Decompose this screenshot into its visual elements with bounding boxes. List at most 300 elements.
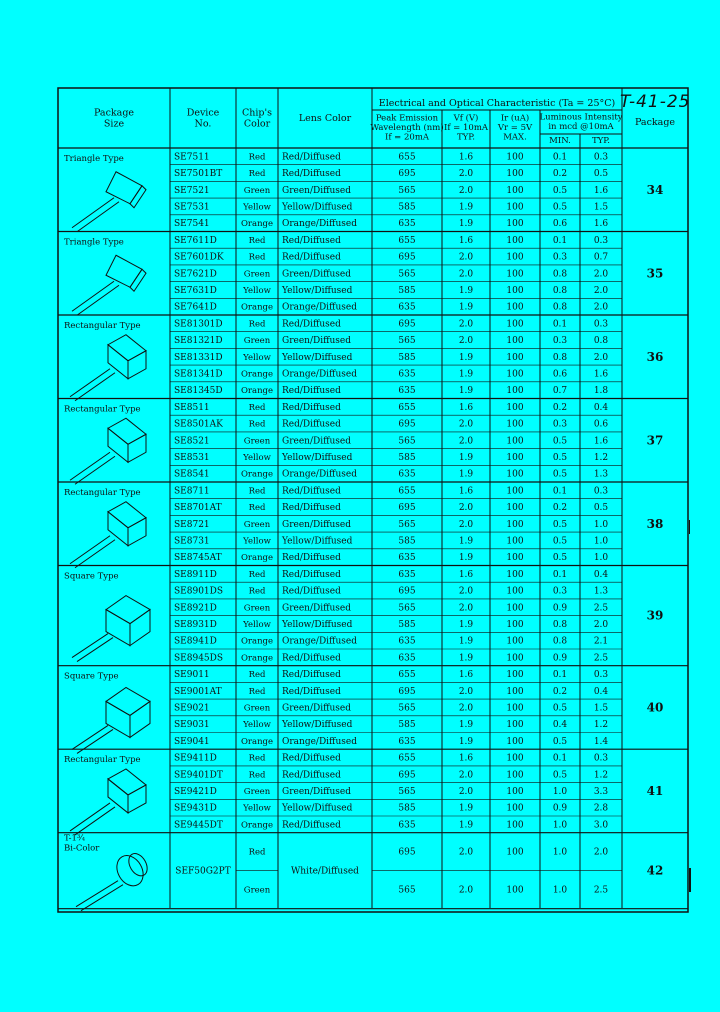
luminous-min: 1.0 xyxy=(552,885,568,896)
luminous-typ: 1.3 xyxy=(593,586,609,597)
luminous-min: 0.6 xyxy=(552,218,568,229)
reverse-current: 100 xyxy=(506,719,524,730)
led-body-outline xyxy=(108,779,128,813)
luminous-typ: 0.4 xyxy=(593,686,609,697)
lens-color: Red/Diffused xyxy=(282,168,341,179)
lead-wire xyxy=(75,456,115,484)
device-no: SE9041 xyxy=(174,736,210,747)
luminous-min: 0.1 xyxy=(552,151,568,162)
reverse-current: 100 xyxy=(506,385,524,396)
lens-color: Yellow/Diffused xyxy=(282,803,353,814)
led-body-outline xyxy=(106,172,142,204)
reverse-current: 100 xyxy=(506,519,524,530)
header-typ: TYP. xyxy=(592,135,610,146)
forward-voltage: 1.9 xyxy=(458,368,474,379)
reverse-current: 100 xyxy=(506,151,524,162)
luminous-min: 0.5 xyxy=(552,769,568,780)
forward-voltage: 1.9 xyxy=(458,719,474,730)
peak-wavelength: 695 xyxy=(398,252,416,263)
device-no: SE8911D xyxy=(174,569,217,580)
luminous-min: 0.5 xyxy=(552,519,568,530)
device-no: SE81321D xyxy=(174,335,223,346)
forward-voltage: 1.9 xyxy=(458,535,474,546)
chip-color: Yellow xyxy=(243,285,271,296)
lead-wire xyxy=(72,281,114,311)
lead-wire xyxy=(72,634,108,658)
device-no: SE7531 xyxy=(174,201,210,212)
device-no: SE7611D xyxy=(174,235,217,246)
peak-wavelength: 695 xyxy=(398,318,416,329)
reverse-current: 100 xyxy=(506,702,524,713)
lens-color: Red/Diffused xyxy=(282,652,341,663)
device-no: SE9431D xyxy=(174,803,217,814)
lead-wire xyxy=(70,536,110,564)
luminous-typ: 1.0 xyxy=(593,519,609,530)
chip-color: Green xyxy=(243,702,271,713)
peak-wavelength: 635 xyxy=(398,368,416,379)
luminous-typ: 0.5 xyxy=(593,502,609,513)
luminous-typ: 2.1 xyxy=(593,636,609,647)
device-no: SE8701AT xyxy=(174,502,222,513)
device-no: SE7621D xyxy=(174,268,217,279)
package-number: 36 xyxy=(646,349,664,364)
lens-color: Yellow/Diffused xyxy=(282,719,353,730)
forward-voltage: 1.6 xyxy=(458,485,474,496)
device-no: SE7641D xyxy=(174,302,217,313)
luminous-min: 0.5 xyxy=(552,552,568,563)
luminous-typ: 1.6 xyxy=(593,185,609,196)
led-body-outline xyxy=(130,610,150,646)
chip-color: Orange xyxy=(240,652,274,663)
chip-color: Red xyxy=(248,502,266,513)
device-no: SE8541 xyxy=(174,469,210,480)
luminous-typ: 1.2 xyxy=(593,452,609,463)
luminous-min: 0.1 xyxy=(552,669,568,680)
luminous-typ: 0.3 xyxy=(593,753,609,764)
luminous-typ: 1.0 xyxy=(593,535,609,546)
luminous-min: 0.2 xyxy=(552,686,568,697)
forward-voltage: 1.9 xyxy=(458,352,474,363)
peak-wavelength: 565 xyxy=(398,435,416,446)
forward-voltage: 1.6 xyxy=(458,235,474,246)
chip-color: Yellow xyxy=(243,535,271,546)
chip-color: Green xyxy=(243,335,271,346)
reverse-current: 100 xyxy=(506,218,524,229)
chip-color: Orange xyxy=(240,469,274,480)
chip-color: Orange xyxy=(240,385,274,396)
peak-wavelength: 635 xyxy=(398,552,416,563)
forward-voltage: 2.0 xyxy=(458,318,474,329)
package-number: 34 xyxy=(646,182,664,197)
device-no: SE9021 xyxy=(174,702,210,713)
forward-voltage: 2.0 xyxy=(458,686,474,697)
chip-color: Green xyxy=(243,435,271,446)
peak-wavelength: 635 xyxy=(398,636,416,647)
device-no: SE8731 xyxy=(174,535,210,546)
reverse-current: 100 xyxy=(506,235,524,246)
chip-color: Yellow xyxy=(243,452,271,463)
reverse-current: 100 xyxy=(506,753,524,764)
lens-color: Red/Diffused xyxy=(282,252,341,263)
forward-voltage: 1.9 xyxy=(458,652,474,663)
led-package-icon xyxy=(70,335,146,401)
luminous-typ: 1.3 xyxy=(593,469,609,480)
device-no: SE81331D xyxy=(174,352,223,363)
luminous-typ: 2.0 xyxy=(593,268,609,279)
header-ir: Ir (uA) Vr = 5V MAX. xyxy=(497,113,533,142)
reverse-current: 100 xyxy=(506,803,524,814)
peak-wavelength: 695 xyxy=(398,847,416,858)
reverse-current: 100 xyxy=(506,669,524,680)
chip-color: Yellow xyxy=(243,201,271,212)
led-body-outline xyxy=(128,785,146,813)
chip-color: Red xyxy=(248,151,266,162)
led-body-outline xyxy=(108,512,128,546)
reverse-current: 100 xyxy=(506,419,524,430)
forward-voltage: 1.9 xyxy=(458,452,474,463)
luminous-min: 0.5 xyxy=(552,435,568,446)
luminous-min: 0.1 xyxy=(552,485,568,496)
luminous-typ: 0.3 xyxy=(593,151,609,162)
forward-voltage: 1.9 xyxy=(458,803,474,814)
lens-color: Green/Diffused xyxy=(282,702,351,713)
led-body-outline xyxy=(125,850,151,879)
peak-wavelength: 635 xyxy=(398,302,416,313)
device-no: SE9011 xyxy=(174,669,210,680)
device-no: SE8511 xyxy=(174,402,210,413)
luminous-typ: 1.6 xyxy=(593,218,609,229)
package-type-label: Rectangular Type xyxy=(64,320,141,331)
luminous-typ: 2.0 xyxy=(593,619,609,630)
luminous-min: 0.1 xyxy=(552,318,568,329)
package-number: 41 xyxy=(646,783,664,798)
luminous-typ: 3.3 xyxy=(593,786,609,797)
device-no: SE9401DT xyxy=(174,769,223,780)
chip-color: Yellow xyxy=(243,803,271,814)
luminous-typ: 1.4 xyxy=(593,736,609,747)
peak-wavelength: 565 xyxy=(398,335,416,346)
chip-color: Red xyxy=(248,586,266,597)
luminous-min: 0.5 xyxy=(552,452,568,463)
peak-wavelength: 695 xyxy=(398,419,416,430)
peak-wavelength: 695 xyxy=(398,502,416,513)
luminous-min: 0.9 xyxy=(552,803,568,814)
reverse-current: 100 xyxy=(506,268,524,279)
forward-voltage: 1.9 xyxy=(458,736,474,747)
peak-wavelength: 585 xyxy=(398,535,416,546)
luminous-min: 0.2 xyxy=(552,168,568,179)
chip-color: Red xyxy=(248,168,266,179)
reverse-current: 100 xyxy=(506,318,524,329)
luminous-min: 0.8 xyxy=(552,285,568,296)
forward-voltage: 2.0 xyxy=(458,885,474,896)
luminous-typ: 1.2 xyxy=(593,719,609,730)
reverse-current: 100 xyxy=(506,535,524,546)
header-lens-color: Lens Color xyxy=(298,112,352,124)
device-no: SE8721 xyxy=(174,519,210,530)
luminous-min: 0.9 xyxy=(552,602,568,613)
luminous-min: 0.5 xyxy=(552,736,568,747)
forward-voltage: 1.6 xyxy=(458,569,474,580)
led-package-icon xyxy=(72,687,150,753)
luminous-min: 0.8 xyxy=(552,352,568,363)
luminous-min: 1.0 xyxy=(552,847,568,858)
lens-color: Green/Diffused xyxy=(282,602,351,613)
device-no: SE9411D xyxy=(174,753,217,764)
luminous-typ: 1.2 xyxy=(593,769,609,780)
luminous-min: 0.3 xyxy=(552,586,568,597)
lens-color: Red/Diffused xyxy=(282,769,341,780)
peak-wavelength: 655 xyxy=(398,753,416,764)
forward-voltage: 1.9 xyxy=(458,218,474,229)
forward-voltage: 2.0 xyxy=(458,586,474,597)
lens-color: Red/Diffused xyxy=(282,151,341,162)
luminous-typ: 1.6 xyxy=(593,435,609,446)
lead-wire xyxy=(75,540,115,568)
luminous-typ: 0.8 xyxy=(593,335,609,346)
chip-color: Red xyxy=(248,753,266,764)
lens-color: Red/Diffused xyxy=(282,419,341,430)
led-body-outline xyxy=(128,434,146,462)
chip-color: Red xyxy=(248,252,266,263)
peak-wavelength: 695 xyxy=(398,769,416,780)
device-no: SE7541 xyxy=(174,218,210,229)
led-package-icon xyxy=(70,418,146,484)
device-no: SE7501BT xyxy=(174,168,223,179)
chip-color: Green xyxy=(243,885,271,896)
chip-color: Orange xyxy=(240,819,274,830)
luminous-typ: 0.3 xyxy=(593,235,609,246)
lens-color: Yellow/Diffused xyxy=(282,352,353,363)
peak-wavelength: 585 xyxy=(398,619,416,630)
led-body-outline xyxy=(128,518,146,546)
lens-color: Yellow/Diffused xyxy=(282,285,353,296)
reverse-current: 100 xyxy=(506,352,524,363)
lens-color: Red/Diffused xyxy=(282,235,341,246)
led-body-outline xyxy=(130,269,146,291)
chip-color: Red xyxy=(248,769,266,780)
luminous-typ: 0.6 xyxy=(593,419,609,430)
lead-wire xyxy=(72,725,108,749)
chip-color: Yellow xyxy=(243,352,271,363)
peak-wavelength: 635 xyxy=(398,652,416,663)
peak-wavelength: 635 xyxy=(398,569,416,580)
forward-voltage: 1.9 xyxy=(458,619,474,630)
lens-color: Orange/Diffused xyxy=(282,368,357,379)
reverse-current: 100 xyxy=(506,185,524,196)
device-no: SE9031 xyxy=(174,719,210,730)
header-peak-emission: Peak Emission Wavelength (nm) If = 20mA xyxy=(370,113,444,142)
forward-voltage: 2.0 xyxy=(458,702,474,713)
device-no: SE8901DS xyxy=(174,586,224,597)
header-package-size: Package Size xyxy=(93,107,135,129)
luminous-min: 0.1 xyxy=(552,569,568,580)
luminous-typ: 0.7 xyxy=(593,252,609,263)
luminous-min: 0.9 xyxy=(552,652,568,663)
device-no: SE8745AT xyxy=(174,552,222,563)
lens-color: Red/Diffused xyxy=(282,686,341,697)
reverse-current: 100 xyxy=(506,552,524,563)
luminous-typ: 2.0 xyxy=(593,302,609,313)
luminous-typ: 2.5 xyxy=(593,885,609,896)
led-body-outline xyxy=(108,345,128,379)
luminous-typ: 1.6 xyxy=(593,368,609,379)
luminous-typ: 0.5 xyxy=(593,168,609,179)
luminous-min: 0.5 xyxy=(552,535,568,546)
header-vf: Vf (V) If = 10mA TYP. xyxy=(443,113,489,142)
reverse-current: 100 xyxy=(506,885,524,896)
peak-wavelength: 565 xyxy=(398,519,416,530)
reverse-current: 100 xyxy=(506,402,524,413)
lens-color: Orange/Diffused xyxy=(282,218,357,229)
lens-color: Orange/Diffused xyxy=(282,469,357,480)
peak-wavelength: 585 xyxy=(398,352,416,363)
led-body-outline xyxy=(108,335,146,361)
led-body-outline xyxy=(108,418,146,444)
led-body-outline xyxy=(108,428,128,462)
lens-color: Yellow/Diffused xyxy=(282,619,353,630)
lens-color: Red/Diffused xyxy=(282,552,341,563)
lead-wire xyxy=(77,729,113,753)
lens-color: Yellow/Diffused xyxy=(282,535,353,546)
package-type-label: Rectangular Type xyxy=(64,487,141,498)
luminous-typ: 1.5 xyxy=(593,702,609,713)
lead-wire xyxy=(77,285,119,315)
peak-wavelength: 635 xyxy=(398,469,416,480)
luminous-typ: 3.0 xyxy=(593,819,609,830)
peak-wavelength: 565 xyxy=(398,268,416,279)
led-package-icon xyxy=(72,596,150,662)
reverse-current: 100 xyxy=(506,819,524,830)
lead-wire xyxy=(77,202,119,232)
reverse-current: 100 xyxy=(506,686,524,697)
device-no: SE9421D xyxy=(174,786,217,797)
luminous-typ: 2.8 xyxy=(593,803,609,814)
chip-color: Yellow xyxy=(243,719,271,730)
lens-color: Orange/Diffused xyxy=(282,636,357,647)
luminous-min: 0.8 xyxy=(552,619,568,630)
led-body-outline xyxy=(108,769,146,795)
peak-wavelength: 565 xyxy=(398,786,416,797)
lens-color: Red/Diffused xyxy=(282,569,341,580)
package-type-label: Rectangular Type xyxy=(64,404,141,414)
device-no: SE8931D xyxy=(174,619,217,630)
led-package-icon xyxy=(72,255,146,315)
luminous-min: 1.0 xyxy=(552,786,568,797)
header-chip-color: Chip's Color xyxy=(242,107,272,129)
lead-wire xyxy=(81,885,123,911)
chip-color: Green xyxy=(243,519,271,530)
forward-voltage: 1.9 xyxy=(458,285,474,296)
peak-wavelength: 635 xyxy=(398,218,416,229)
forward-voltage: 1.9 xyxy=(458,302,474,313)
package-number: 38 xyxy=(646,516,664,531)
peak-wavelength: 585 xyxy=(398,719,416,730)
luminous-typ: 2.5 xyxy=(593,602,609,613)
package-type-label: Triangle Type xyxy=(64,237,124,247)
forward-voltage: 2.0 xyxy=(458,335,474,346)
chip-color: Green xyxy=(243,185,271,196)
reverse-current: 100 xyxy=(506,619,524,630)
device-no: SEF50G2PT xyxy=(175,866,231,877)
forward-voltage: 1.6 xyxy=(458,402,474,413)
peak-wavelength: 655 xyxy=(398,151,416,162)
device-no: SE8531 xyxy=(174,452,210,463)
reverse-current: 100 xyxy=(506,586,524,597)
luminous-typ: 1.0 xyxy=(593,552,609,563)
lens-color: Green/Diffused xyxy=(282,335,351,346)
lead-wire xyxy=(75,807,115,835)
reverse-current: 100 xyxy=(506,168,524,179)
device-no: SE81301D xyxy=(174,318,223,329)
peak-wavelength: 655 xyxy=(398,485,416,496)
device-no: SE9445DT xyxy=(174,819,223,830)
header-device-no: Device No. xyxy=(186,107,220,129)
reverse-current: 100 xyxy=(506,485,524,496)
lens-color: Orange/Diffused xyxy=(282,736,357,747)
forward-voltage: 2.0 xyxy=(458,268,474,279)
lead-wire xyxy=(70,452,110,480)
luminous-typ: 0.4 xyxy=(593,402,609,413)
package-number: 40 xyxy=(646,699,664,714)
chip-color: Red xyxy=(248,419,266,430)
header-min: MIN. xyxy=(549,135,571,146)
led-package-icon xyxy=(72,172,146,232)
header-electrical-title: Electrical and Optical Characteristic (Ta = 25°C) xyxy=(378,97,616,109)
luminous-min: 0.5 xyxy=(552,702,568,713)
luminous-min: 0.6 xyxy=(552,368,568,379)
reverse-current: 100 xyxy=(506,502,524,513)
luminous-min: 0.3 xyxy=(552,252,568,263)
luminous-min: 0.8 xyxy=(552,302,568,313)
lead-wire xyxy=(70,369,110,397)
reverse-current: 100 xyxy=(506,569,524,580)
lens-color: Green/Diffused xyxy=(282,268,351,279)
luminous-typ: 2.0 xyxy=(593,847,609,858)
package-type-label: Square Type xyxy=(64,571,119,581)
device-no: SE7631D xyxy=(174,285,217,296)
luminous-min: 0.2 xyxy=(552,502,568,513)
lens-color: White/Diffused xyxy=(291,866,359,877)
reverse-current: 100 xyxy=(506,786,524,797)
led-body-outline xyxy=(106,255,142,287)
forward-voltage: 2.0 xyxy=(458,419,474,430)
chip-color: Yellow xyxy=(243,619,271,630)
reverse-current: 100 xyxy=(506,335,524,346)
forward-voltage: 2.0 xyxy=(458,168,474,179)
reverse-current: 100 xyxy=(506,285,524,296)
luminous-typ: 1.8 xyxy=(593,385,609,396)
forward-voltage: 2.0 xyxy=(458,519,474,530)
chip-color: Red xyxy=(248,318,266,329)
forward-voltage: 1.6 xyxy=(458,753,474,764)
peak-wavelength: 565 xyxy=(398,602,416,613)
lens-color: Red/Diffused xyxy=(282,318,341,329)
reverse-current: 100 xyxy=(506,435,524,446)
reverse-current: 100 xyxy=(506,201,524,212)
device-no: SE7601DK xyxy=(174,252,224,263)
package-number: 35 xyxy=(646,265,664,280)
luminous-typ: 0.3 xyxy=(593,669,609,680)
luminous-min: 0.3 xyxy=(552,335,568,346)
luminous-typ: 2.0 xyxy=(593,285,609,296)
chip-color: Green xyxy=(243,268,271,279)
reverse-current: 100 xyxy=(506,469,524,480)
luminous-min: 0.4 xyxy=(552,719,568,730)
lens-color: Red/Diffused xyxy=(282,753,341,764)
lead-wire xyxy=(76,881,118,907)
peak-wavelength: 635 xyxy=(398,385,416,396)
